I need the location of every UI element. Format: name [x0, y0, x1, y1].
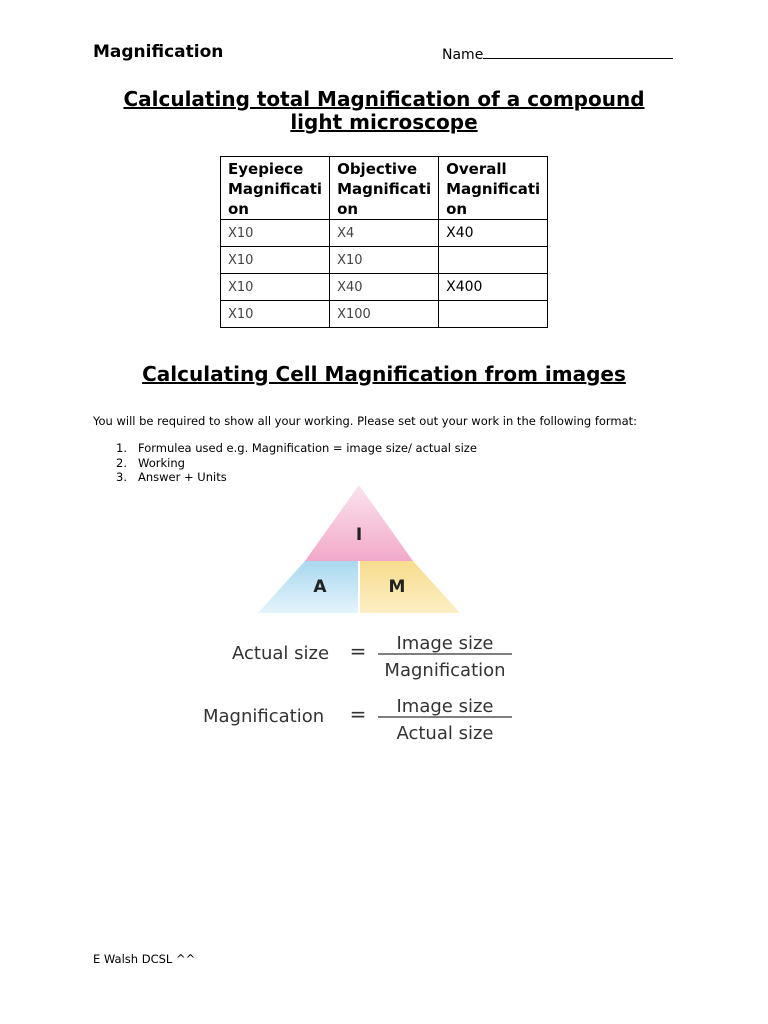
cell-eyepiece: X10: [221, 301, 330, 328]
header-eyepiece: Eyepiece Magnificati on: [221, 157, 330, 220]
formula1-lhs: Actual size: [232, 643, 330, 664]
section2-heading: Calculating Cell Magnification from images: [142, 362, 626, 386]
cell-eyepiece: X10: [221, 220, 330, 247]
formula2-numerator: Image size: [396, 696, 494, 717]
triangle-top-section: [305, 485, 413, 561]
cell-eyepiece: X10: [221, 274, 330, 301]
cell-objective: X4: [330, 220, 439, 247]
list-item: 1. Formulea used e.g. Magnification = image size/ actual size: [116, 441, 477, 455]
footer-text: E Walsh DCSL ^^: [93, 952, 196, 966]
section1-heading-line1: Calculating total Magnification of a compound: [123, 87, 645, 111]
cell-objective: X100: [330, 301, 439, 328]
formula2-equals: =: [349, 702, 367, 726]
triangle-right-section: [359, 561, 460, 613]
list-item: 3. Answer + Units: [116, 470, 227, 484]
triangle-label-image: I: [355, 525, 363, 545]
triangle-left-section: [258, 561, 359, 613]
triangle-label-actual: A: [313, 577, 327, 597]
cell-overall[interactable]: X400: [439, 274, 548, 301]
cell-objective: X10: [330, 247, 439, 274]
cell-eyepiece: X10: [221, 247, 330, 274]
formula1-numerator: Image size: [396, 633, 494, 654]
cell-objective: X40: [330, 274, 439, 301]
name-label: Name: [442, 47, 484, 63]
header-overall: Overall Magnificati on: [439, 157, 548, 220]
list-item: 2. Working: [116, 455, 185, 470]
triangle-label-magnification: M: [388, 577, 406, 597]
header-objective: Objective Magnificati on: [330, 157, 439, 220]
formula2-denominator: Actual size: [396, 723, 494, 744]
instruction-text: You will be required to show all your working. Please set out your work in the following format:: [93, 414, 638, 428]
cell-overall[interactable]: X40: [439, 220, 548, 247]
formula1-equals: =: [349, 639, 367, 663]
formula1-denominator: Magnification: [384, 660, 506, 681]
document-title: Magnification: [93, 42, 224, 62]
formula2-lhs: Magnification: [203, 706, 325, 727]
section1-heading-line2: light microscope: [290, 110, 478, 134]
